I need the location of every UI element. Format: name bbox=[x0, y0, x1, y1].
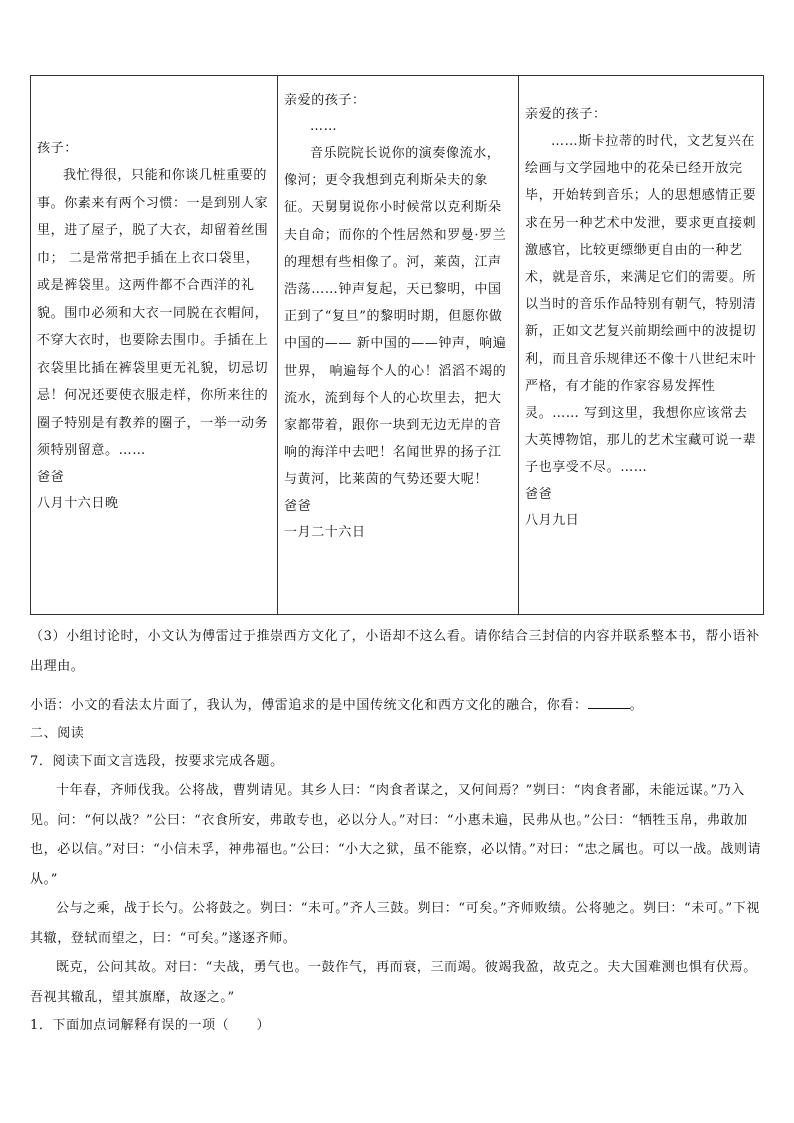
passage-paragraph-3: 既克，公问其故。对曰：“夫战，勇气也。一鼓作气，再而衰，三而竭。彼竭我盈，故克之。夫大国难测也惧有伏焉。吾视其辙乱，望其旗靡，故逐之。” bbox=[30, 960, 757, 1005]
answer-blank[interactable] bbox=[588, 708, 630, 709]
letter-3-body: ……斯卡拉蒂的时代，文艺复兴在绘画与文学园地中的花朵已经开放完毕，开始转到音乐；人的思想感情正要求在另一种艺术中发泄，要求更直接刺激感官，比较更缥缈更自由的一种艺术，就是音乐，来满足它们的需要。所以当时的音乐作品特别有朝气，特别清新，正如文艺复兴前期绘画中的波提切利，而且音乐规律还不像十八世纪末叶严格，有才能的作家容易发挥性灵。…… 写到这里，我想你应该常去大英博物馆，那儿的艺术宝藏可说一辈子也享受不尽。…… bbox=[525, 134, 757, 476]
letter-3 bbox=[519, 76, 763, 614]
question-3-text: （3）小组讨论时，小文认为傅雷过于推崇西方文化了，小语却不这么看。请你结合三封信的内容并联系整本书，帮小语补出理由。 bbox=[30, 629, 760, 674]
question-3 bbox=[30, 622, 764, 1040]
letter-1-salutation: 孩子： bbox=[37, 141, 78, 156]
letters-table bbox=[30, 75, 764, 615]
letter-3-date: 八月九日 bbox=[525, 512, 580, 528]
letter-1-body: 我忙得很，只能和你谈几桩重要的事。你素来有两个习惯：一是到别人家里，进了屋子，脱了大衣，却留着丝围巾； 二是常常把手插在上衣口袋里，或是裤袋里。这两件都不合西洋的礼貌。围巾必须和大衣一同脱在衣帽间，不穿大衣时，也要除去围巾。手插在上衣袋里比插在裤袋里更无礼貌，切忌切忌！何况还要使衣服走样，你所来往的圈子特别是有教养的圈子，一举一动务须特别留意。…… bbox=[37, 168, 269, 458]
letter-2-salutation: 亲爱的孩子： bbox=[284, 93, 366, 108]
letter-1-signature: 爸爸 bbox=[37, 469, 65, 485]
question-3-answer bbox=[30, 692, 764, 720]
question-3-answer-prefix: 小语：小文的看法太片面了，我认为，傅雷追求的是中国传统文化和西方文化的融合，你看： bbox=[30, 698, 588, 713]
letter-2 bbox=[278, 76, 519, 614]
letter-1 bbox=[31, 76, 278, 614]
question-7-title: 7．阅读下面文言选段，按要求完成各题。 bbox=[30, 754, 284, 769]
letter-3-signature: 爸爸 bbox=[525, 486, 553, 502]
letter-1-date: 八月十六日晚 bbox=[37, 495, 119, 511]
letter-3-salutation: 亲爱的孩子： bbox=[525, 107, 607, 122]
question-3-answer-suffix: 。 bbox=[629, 698, 644, 713]
section-title: 二、阅读 bbox=[30, 726, 85, 741]
classical-passage bbox=[30, 776, 764, 1012]
passage-paragraph-1: 十年春，齐师伐我。公将战，曹刿请见。其乡人曰：“肉食者谋之，又何间焉？”刿曰：“肉食者鄙，未能远谋。”乃入见。问：“何以战？”公曰：“衣食所安，弗敢专也，必以分人。”对曰：“小惠未遍，民弗从也。”公曰：“牺牲玉帛，弗敢加也，必以信。”对曰：“小信未孚，神弗福也。”公曰：“小大之狱，虽不能察，必以情。”对曰：“忠之属也。可以一战。战则请从。” bbox=[30, 783, 762, 887]
letter-2-signature: 爸爸 bbox=[284, 498, 312, 514]
sub-question-1: 1．下面加点词解释有误的一项（ ） bbox=[30, 1018, 271, 1033]
letter-2-body: 音乐院院长说你的演奏像流水，像河；更令我想到克利斯朵夫的象征。天舅舅说你小时候常以克利斯朵夫自命；而你的个性居然和罗曼·罗兰的理想有些相像了。河，莱茵，江声浩荡……钟声复起，天已黎明，中国正到了“复旦”的黎明时期，但愿你做中国的—— 新中国的——钟声，响遍世界， 响遍每个人的心！滔滔不竭的流水，流到每个人的心坎里去，把大家都带着，跟你一块到无边无岸的音响的海洋中去吧！名闻世界的扬子江与黄河，比莱茵的气势还要大呢！ bbox=[284, 146, 507, 488]
letter-2-date: 一月二十六日 bbox=[284, 524, 366, 540]
passage-paragraph-2: 公与之乘，战于长勺。公将鼓之。刿曰：“未可。”齐人三鼓。刿曰：“可矣。”齐师败绩。公将驰之。刿曰：“未可。”下视其辙，登轼而望之，曰：“可矣。”遂逐齐师。 bbox=[30, 901, 760, 946]
letter-2-ellipsis: …… bbox=[310, 119, 338, 134]
